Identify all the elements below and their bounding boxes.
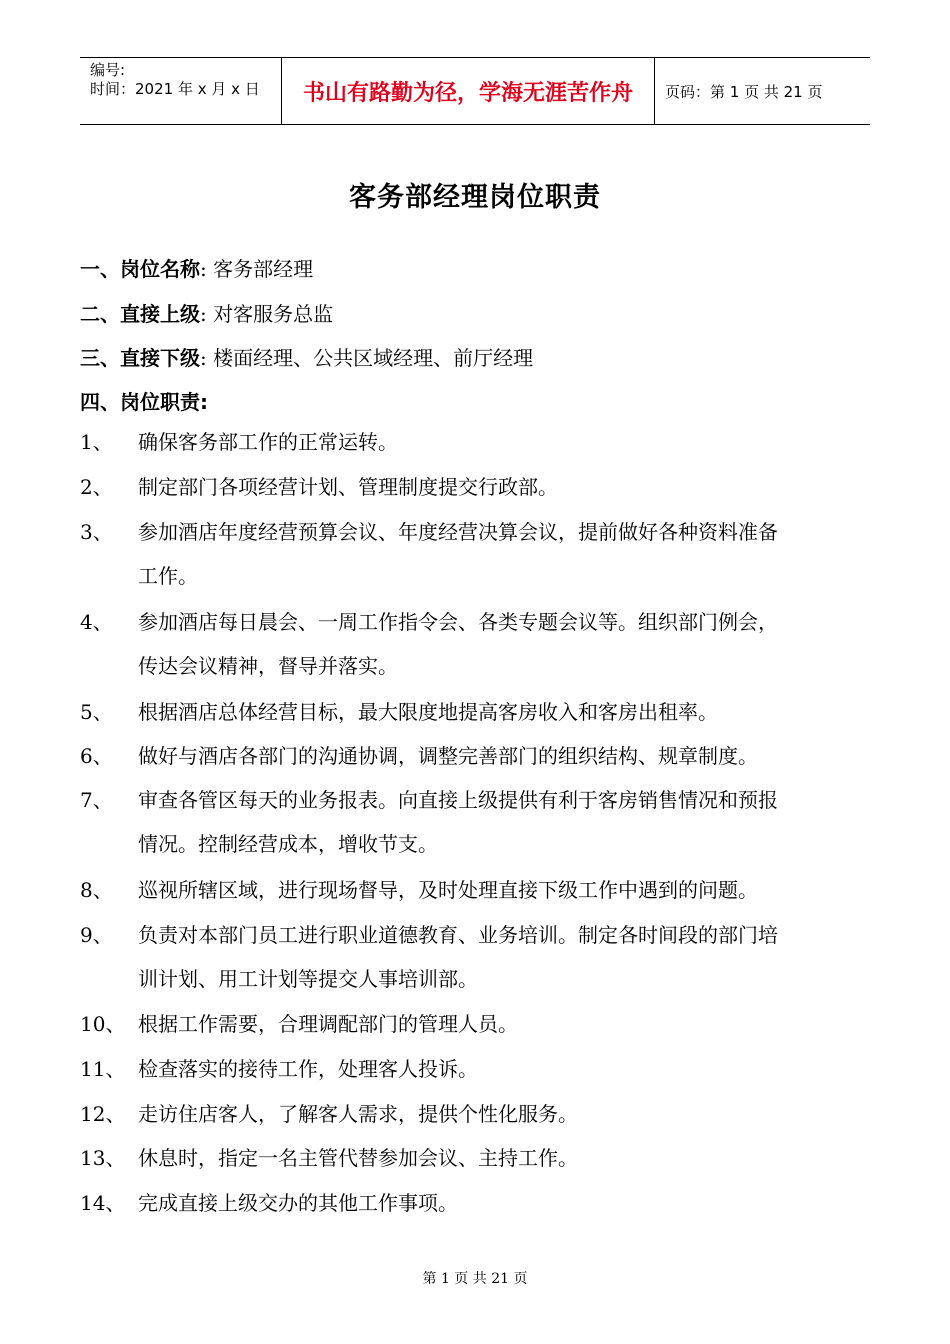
duty-number: 11、: [80, 1057, 126, 1081]
duty-text: 完成直接上级交办的其他工作事项。: [138, 1191, 458, 1215]
time-label: 时间：2021 年 x 月 x 日: [90, 80, 260, 98]
info-superior: [80, 298, 333, 327]
duty-number: 7、: [80, 788, 113, 812]
info-duties: [80, 386, 208, 415]
duty-number: 4、: [80, 610, 113, 634]
duty-number: 6、: [80, 744, 113, 768]
number-label: 编号:: [90, 61, 126, 79]
duty-text: 走访住店客人，了解客人需求，提供个性化服务。: [138, 1102, 578, 1126]
superior-label: 二、直接上级: [80, 302, 200, 326]
duty-number: 5、: [80, 700, 113, 724]
page-info: 页码：第 1 页 共 21 页: [665, 82, 823, 101]
duty-number: 3、: [80, 520, 113, 544]
subordinate-value: : 楼面经理、公共区域经理、前厅经理: [200, 346, 534, 370]
duty-text: 负责对本部门员工进行职业道德教育、业务培训。制定各时间段的部门培: [138, 923, 778, 947]
duty-text-continued: 传达会议精神，督导并落实。: [138, 654, 398, 678]
duty-text: 休息时，指定一名主管代替参加会议、主持工作。: [138, 1146, 578, 1170]
subordinate-label: 三、直接下级: [80, 346, 200, 370]
document-title: 客务部经理岗位职责: [349, 182, 601, 213]
duty-number: 1、: [80, 430, 113, 454]
page-footer: 第 1 页 共 21 页: [422, 1271, 528, 1287]
duty-number: 13、: [80, 1146, 126, 1170]
motto: 书山有路勤为径，学海无涯苦作舟: [281, 58, 655, 124]
duty-number: 9、: [80, 923, 113, 947]
duty-text: 制定部门各项经营计划、管理制度提交行政部。: [138, 475, 558, 499]
header-meta: [80, 58, 281, 124]
duties-label: 四、岗位职责:: [80, 390, 208, 414]
position-name-value: : 客务部经理: [200, 257, 314, 281]
duty-text-continued: 情况。控制经营成本，增收节支。: [138, 832, 438, 856]
duty-text: 检查落实的接待工作，处理客人投诉。: [138, 1057, 478, 1081]
duty-text-continued: 工作。: [138, 564, 198, 588]
info-subordinate: [80, 342, 533, 371]
duty-number: 14、: [80, 1191, 126, 1215]
duty-text: 参加酒店每日晨会、一周工作指令会、各类专题会议等。组织部门例会，: [138, 610, 778, 634]
header-table: [80, 57, 870, 125]
position-name-label: 一、岗位名称: [80, 257, 200, 281]
duty-number: 8、: [80, 878, 113, 902]
duty-text-continued: 训计划、用工计划等提交人事培训部。: [138, 967, 478, 991]
duty-text: 做好与酒店各部门的沟通协调，调整完善部门的组织结构、规章制度。: [138, 744, 758, 768]
info-position-name: [80, 253, 313, 282]
duty-number: 10、: [80, 1012, 126, 1036]
duty-text: 参加酒店年度经营预算会议、年度经营决算会议，提前做好各种资料准备: [138, 520, 778, 544]
duty-number: 12、: [80, 1102, 126, 1126]
superior-value: : 对客服务总监: [200, 302, 334, 326]
duty-text: 审查各管区每天的业务报表。向直接上级提供有利于客房销售情况和预报: [138, 788, 778, 812]
duty-text: 根据工作需要，合理调配部门的管理人员。: [138, 1012, 518, 1036]
duty-text: 根据酒店总体经营目标，最大限度地提高客房收入和客房出租率。: [138, 700, 718, 724]
duty-number: 2、: [80, 475, 113, 499]
duty-text: 确保客务部工作的正常运转。: [138, 430, 398, 454]
duty-text: 巡视所辖区域，进行现场督导，及时处理直接下级工作中遇到的问题。: [138, 878, 758, 902]
